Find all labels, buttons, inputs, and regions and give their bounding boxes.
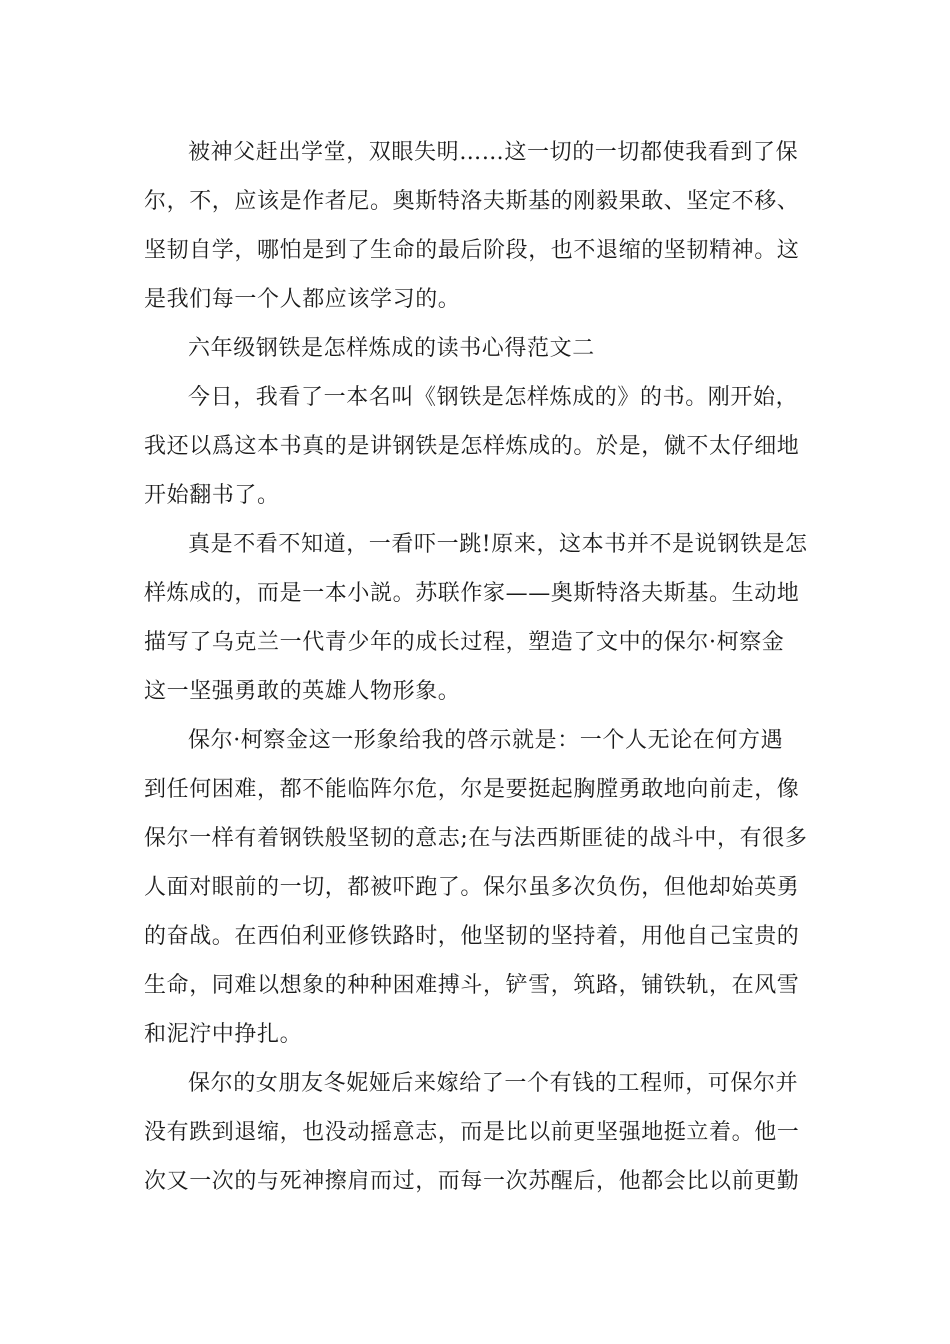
paragraph-line: 描写了乌克兰一代青少年的成长过程，塑造了文中的保尔·柯察金	[144, 630, 785, 655]
paragraph-line: 的奋战。在西伯利亚修铁路时，他坚韧的坚持着，用他自己宝贵的	[144, 924, 800, 949]
paragraph-line: 生命，同难以想象的种种困难搏斗，铲雪，筑路，铺铁轨，在风雪	[144, 973, 800, 998]
paragraph-line: 没有跌到退缩，也没动摇意志，而是比以前更坚强地挺立着。他一	[144, 1120, 800, 1145]
paragraph-line: 人面对眼前的一切，都被吓跑了。保尔虽多次负伤，但他却始英勇	[144, 875, 800, 900]
paragraph-line: 尔，不，应该是作者尼。奥斯特洛夫斯基的刚毅果敢、坚定不移、	[144, 189, 800, 214]
paragraph-line: 六年级钢铁是怎样炼成的读书心得范文二	[188, 336, 595, 361]
paragraph-line: 开始翻书了。	[144, 483, 280, 508]
document-body	[144, 128, 808, 1206]
paragraph-line: 样炼成的，而是一本小説。苏联作家——奥斯特洛夫斯基。生动地	[144, 581, 800, 606]
paragraph-line: 保尔的女朋友冬妮娅后来嫁给了一个有钱的工程师，可保尔并	[188, 1071, 799, 1096]
paragraph-line: 这一坚强勇敢的英雄人物形象。	[144, 679, 461, 704]
paragraph-line: 坚韧自学，哪怕是到了生命的最后阶段，也不退缩的坚韧精神。这	[144, 238, 800, 263]
paragraph-line: 次又一次的与死神擦肩而过，而每一次苏醒后，他都会比以前更勤	[144, 1169, 800, 1194]
paragraph-line: 今日，我看了一本名叫《钢铁是怎样炼成的》的书。刚开始，	[188, 385, 799, 410]
paragraph-line: 保尔·柯察金这一形象给我的啓示就是：一个人无论在何方遇	[188, 728, 784, 753]
paragraph-line: 到任何困难，都不能临阵尔危，尔是要挺起胸膛勇敢地向前走，像	[144, 777, 800, 802]
paragraph-line: 是我们每一个人都应该学习的。	[144, 287, 461, 312]
paragraph-line: 被神父赶出学堂，双眼失明……这一切的一切都使我看到了保	[188, 140, 799, 165]
paragraph-line: 和泥泞中挣扎。	[144, 1022, 303, 1047]
paragraph-line: 我还以爲这本书真的是讲钢铁是怎样炼成的。於是，僦不太仔细地	[144, 434, 800, 459]
paragraph-line: 真是不看不知道，一看吓一跳!原来，这本书并不是说钢铁是怎	[188, 532, 808, 557]
paragraph-line: 保尔一样有着钢铁般坚韧的意志;在与法西斯匪徒的战斗中，有很多	[144, 826, 808, 851]
